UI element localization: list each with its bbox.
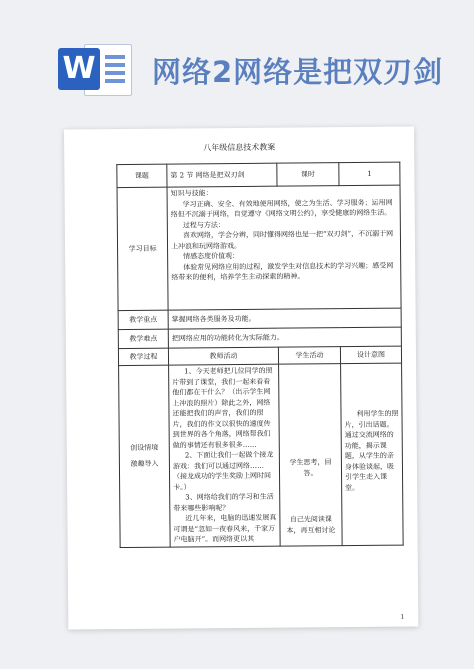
objectives-label: 学习目标 <box>117 187 168 310</box>
difficulty-value: 把网络应用的功能转化为实际能力。 <box>168 327 401 348</box>
period-label: 课时 <box>277 163 339 187</box>
teacher-activity-header: 教师活动 <box>168 347 278 365</box>
student-line: 自己先阅读课本，再互相讨论 <box>286 515 336 535</box>
word-logo-icon <box>58 44 136 94</box>
stage-label <box>119 365 171 547</box>
student-line: 学生思考，回答。 <box>289 458 332 477</box>
teacher-paragraph: 1、今天老师把几位同学的照片带到了课堂，我们一起来看看他们都在干什么？（出示学生网上冲浪的照片）除此之外，网络还能把我们的声音，我们的照片，我们的作文以很快的速度传到世界的各个角落，网络帮我们做的事情还有很多很多…… <box>172 366 273 450</box>
key-point-value: 掌握网络各类服务及功能。 <box>168 308 401 329</box>
key-point-label: 教学重点 <box>118 310 168 329</box>
objectives-row <box>117 185 401 310</box>
header-row <box>117 162 400 187</box>
objective-line: 体验常见网络应用的过程，激发学生对信息技术的学习兴趣；感受网络带来的便利，培养学生主动探索的精神。 <box>171 261 394 282</box>
design-text: 利用学生的照片，引出话题。通过交流网络的功能，揭示课题，从学生的亲身体验谈起，吸引学生走入课堂。 <box>344 409 399 492</box>
design-intent <box>341 363 404 545</box>
topic-label: 课题 <box>117 164 167 187</box>
document-title: 八年级信息技术教案 <box>203 142 276 153</box>
process-row <box>119 363 404 547</box>
stage-label-line: 激趣导入 <box>130 459 159 469</box>
teacher-paragraph: 近几年来，电脑的迅速发展真可谓是“忽如一夜春风来，千家万户电脑开”。而网络更以其 <box>173 513 277 544</box>
key-point-row <box>118 308 401 329</box>
objectives-content <box>167 185 401 310</box>
difficulty-row <box>118 327 401 348</box>
document-page <box>64 126 418 629</box>
stage-label-line: 创设情境 <box>130 443 159 452</box>
banner-title: 网络2网络是把双刃剑 <box>152 55 444 89</box>
objective-line: 知识与技能： <box>170 189 213 198</box>
word-w-icon: W <box>58 48 100 90</box>
objective-line: 过程与方法： <box>182 220 225 229</box>
objective-line: 学习正确、安全、有效地使用网络，使之为生活、学习服务；运用网络但不沉溺于网络，自觉遵守《网络文明公约》，享受健康的网络生活。 <box>170 198 393 219</box>
process-label: 教学过程 <box>118 348 168 365</box>
design-intent-header: 设计意图 <box>340 346 401 364</box>
page-number: 1 <box>400 613 405 621</box>
teacher-activity <box>169 364 281 546</box>
objective-line: 喜欢网络，学会分辨，同时懂得网络也是一把“双刃剑”，不沉溺于网上冲浪和玩网络游戏。 <box>170 229 394 251</box>
teacher-paragraph: 2、下面让我们一起做个接龙游戏：我们可以通过网络……（接龙成功的学生奖励上网时间卡。） <box>172 450 274 492</box>
topic-value: 第 2 节 网络是把双刃剑 <box>167 163 277 187</box>
student-activity <box>279 364 343 546</box>
banner <box>0 0 474 98</box>
objective-line: 情感态度价值观： <box>183 252 240 261</box>
difficulty-label: 教学难点 <box>118 329 168 348</box>
student-activity-header: 学生活动 <box>278 347 340 365</box>
teacher-paragraph: 3、网络给我们的学习和生活带来哪些影响呢？ <box>173 492 274 513</box>
lesson-plan-table <box>116 162 403 548</box>
period-value: 1 <box>339 162 400 186</box>
